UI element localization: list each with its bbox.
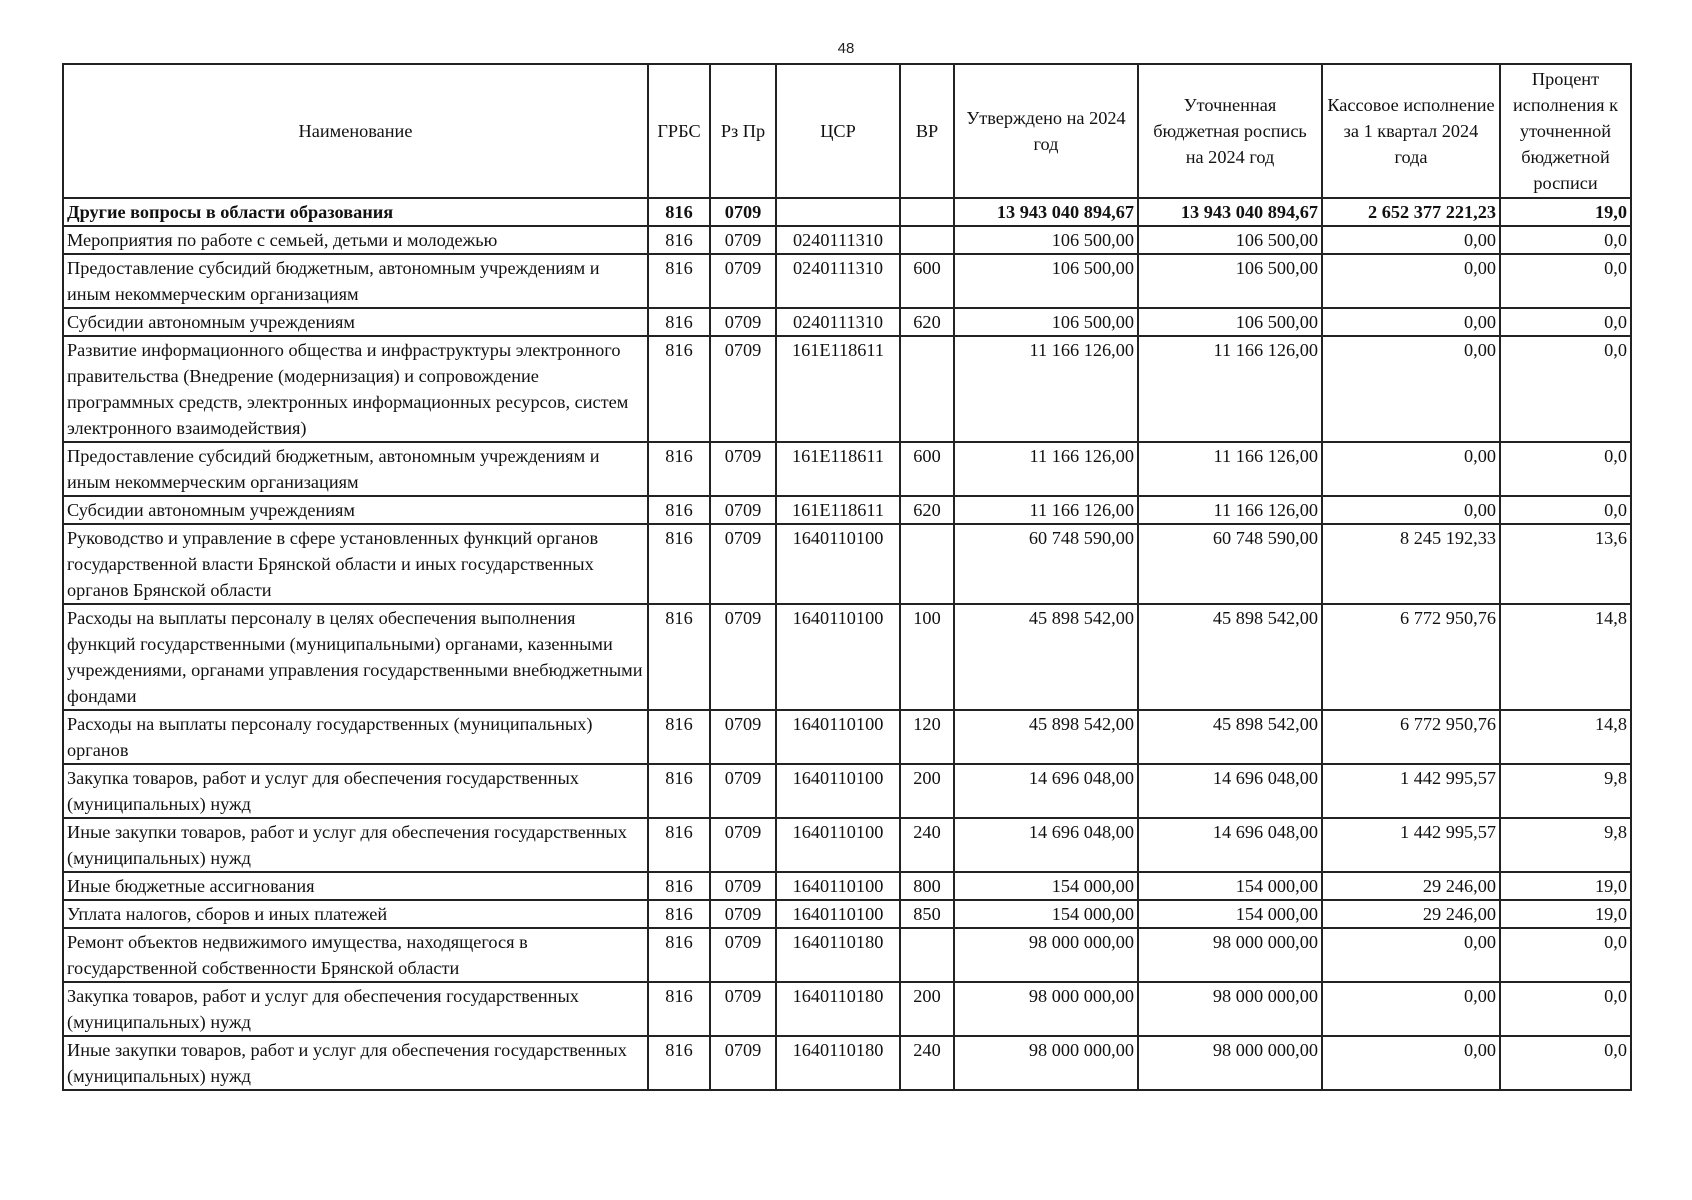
cell-vr	[900, 524, 954, 604]
cell-name: Расходы на выплаты персоналу в целях обеспечения выполнения функций государственными (муниципальными) органами, казенными учреждениями, органами управления государственными внебюджетными фондами	[63, 604, 648, 710]
header-revised: Уточненная бюджетная роспись на 2024 год	[1138, 64, 1322, 198]
table-row	[63, 254, 1631, 308]
cell-percent: 0,0	[1500, 254, 1631, 308]
cell-cash: 6 772 950,76	[1322, 710, 1500, 764]
cell-percent: 0,0	[1500, 442, 1631, 496]
cell-csr: 1640110100	[776, 764, 900, 818]
cell-grbs: 816	[648, 872, 710, 900]
cell-revised: 98 000 000,00	[1138, 1036, 1322, 1090]
cell-name: Закупка товаров, работ и услуг для обеспечения государственных (муниципальных) нужд	[63, 982, 648, 1036]
cell-revised: 106 500,00	[1138, 308, 1322, 336]
cell-rzpr: 0709	[710, 226, 776, 254]
table-row	[63, 604, 1631, 710]
cell-vr	[900, 336, 954, 442]
cell-cash: 29 246,00	[1322, 872, 1500, 900]
cell-vr	[900, 226, 954, 254]
cell-percent: 19,0	[1500, 900, 1631, 928]
cell-approved: 154 000,00	[954, 872, 1138, 900]
table-row	[63, 1036, 1631, 1090]
cell-approved: 106 500,00	[954, 254, 1138, 308]
cell-percent: 19,0	[1500, 872, 1631, 900]
cell-grbs: 816	[648, 604, 710, 710]
cell-name: Мероприятия по работе с семьей, детьми и молодежью	[63, 226, 648, 254]
cell-approved: 14 696 048,00	[954, 764, 1138, 818]
cell-csr: 0240111310	[776, 226, 900, 254]
cell-cash: 0,00	[1322, 226, 1500, 254]
cell-approved: 106 500,00	[954, 308, 1138, 336]
cell-revised: 154 000,00	[1138, 900, 1322, 928]
cell-approved: 60 748 590,00	[954, 524, 1138, 604]
header-grbs: ГРБС	[648, 64, 710, 198]
cell-vr: 600	[900, 254, 954, 308]
cell-percent: 0,0	[1500, 496, 1631, 524]
cell-rzpr: 0709	[710, 254, 776, 308]
cell-grbs: 816	[648, 982, 710, 1036]
budget-table	[62, 63, 1632, 1091]
cell-percent: 0,0	[1500, 336, 1631, 442]
cell-name: Ремонт объектов недвижимого имущества, находящегося в государственной собственности Брянской области	[63, 928, 648, 982]
cell-revised: 14 696 048,00	[1138, 764, 1322, 818]
cell-csr: 161E118611	[776, 496, 900, 524]
cell-rzpr: 0709	[710, 308, 776, 336]
cell-name: Закупка товаров, работ и услуг для обеспечения государственных (муниципальных) нужд	[63, 764, 648, 818]
table-row	[63, 872, 1631, 900]
cell-csr: 1640110100	[776, 524, 900, 604]
cell-name: Руководство и управление в сфере установленных функций органов государственной власти Брянской области и иных государственных органов Брянской области	[63, 524, 648, 604]
cell-approved: 45 898 542,00	[954, 710, 1138, 764]
cell-percent: 14,8	[1500, 710, 1631, 764]
table-row	[63, 900, 1631, 928]
cell-cash: 1 442 995,57	[1322, 818, 1500, 872]
cell-grbs: 816	[648, 308, 710, 336]
cell-name: Расходы на выплаты персоналу государственных (муниципальных) органов	[63, 710, 648, 764]
cell-csr: 161E118611	[776, 442, 900, 496]
cell-grbs: 816	[648, 928, 710, 982]
cell-approved: 106 500,00	[954, 226, 1138, 254]
cell-csr: 1640110100	[776, 604, 900, 710]
header-percent: Процент исполнения к уточненной бюджетной росписи	[1500, 64, 1631, 198]
cell-vr: 620	[900, 308, 954, 336]
cell-rzpr: 0709	[710, 710, 776, 764]
cell-vr: 200	[900, 982, 954, 1036]
cell-rzpr: 0709	[710, 524, 776, 604]
cell-rzpr: 0709	[710, 900, 776, 928]
table-row	[63, 818, 1631, 872]
cell-approved: 11 166 126,00	[954, 336, 1138, 442]
cell-grbs: 816	[648, 496, 710, 524]
cell-vr: 800	[900, 872, 954, 900]
table-row	[63, 710, 1631, 764]
cell-cash: 29 246,00	[1322, 900, 1500, 928]
cell-grbs: 816	[648, 226, 710, 254]
cell-rzpr: 0709	[710, 336, 776, 442]
cell-vr: 100	[900, 604, 954, 710]
cell-cash: 8 245 192,33	[1322, 524, 1500, 604]
cell-name: Уплата налогов, сборов и иных платежей	[63, 900, 648, 928]
cell-grbs: 816	[648, 818, 710, 872]
cell-vr: 620	[900, 496, 954, 524]
table-row	[63, 336, 1631, 442]
cell-name: Предоставление субсидий бюджетным, автономным учреждениям и иным некоммерческим организациям	[63, 254, 648, 308]
header-csr: ЦСР	[776, 64, 900, 198]
cell-name: Другие вопросы в области образования	[63, 198, 648, 226]
cell-revised: 98 000 000,00	[1138, 928, 1322, 982]
cell-rzpr: 0709	[710, 982, 776, 1036]
cell-vr: 850	[900, 900, 954, 928]
table-row	[63, 524, 1631, 604]
table-row	[63, 226, 1631, 254]
cell-grbs: 816	[648, 764, 710, 818]
cell-vr	[900, 198, 954, 226]
cell-revised: 60 748 590,00	[1138, 524, 1322, 604]
cell-percent: 0,0	[1500, 928, 1631, 982]
cell-approved: 11 166 126,00	[954, 442, 1138, 496]
cell-name: Субсидии автономным учреждениям	[63, 308, 648, 336]
cell-rzpr: 0709	[710, 818, 776, 872]
cell-grbs: 816	[648, 1036, 710, 1090]
table-row	[63, 442, 1631, 496]
cell-rzpr: 0709	[710, 496, 776, 524]
table-body	[63, 198, 1631, 1090]
cell-approved: 98 000 000,00	[954, 1036, 1138, 1090]
cell-approved: 154 000,00	[954, 900, 1138, 928]
cell-vr: 240	[900, 818, 954, 872]
table-row	[63, 496, 1631, 524]
cell-csr: 1640110180	[776, 982, 900, 1036]
cell-cash: 0,00	[1322, 928, 1500, 982]
cell-approved: 14 696 048,00	[954, 818, 1138, 872]
cell-revised: 98 000 000,00	[1138, 982, 1322, 1036]
cell-revised: 45 898 542,00	[1138, 710, 1322, 764]
cell-revised: 11 166 126,00	[1138, 442, 1322, 496]
header-rzpr: Рз Пр	[710, 64, 776, 198]
cell-revised: 11 166 126,00	[1138, 496, 1322, 524]
cell-percent: 0,0	[1500, 982, 1631, 1036]
cell-csr: 0240111310	[776, 254, 900, 308]
cell-approved: 45 898 542,00	[954, 604, 1138, 710]
cell-revised: 106 500,00	[1138, 226, 1322, 254]
table-row	[63, 928, 1631, 982]
header-cash: Кассовое исполнение за 1 квартал 2024 года	[1322, 64, 1500, 198]
cell-csr: 1640110180	[776, 928, 900, 982]
cell-csr: 1640110100	[776, 900, 900, 928]
cell-cash: 6 772 950,76	[1322, 604, 1500, 710]
cell-grbs: 816	[648, 336, 710, 442]
cell-percent: 0,0	[1500, 226, 1631, 254]
table-row	[63, 308, 1631, 336]
table-row	[63, 982, 1631, 1036]
cell-approved: 98 000 000,00	[954, 982, 1138, 1036]
cell-rzpr: 0709	[710, 604, 776, 710]
table-row	[63, 764, 1631, 818]
cell-percent: 9,8	[1500, 818, 1631, 872]
cell-grbs: 816	[648, 900, 710, 928]
cell-grbs: 816	[648, 254, 710, 308]
cell-vr: 240	[900, 1036, 954, 1090]
cell-percent: 9,8	[1500, 764, 1631, 818]
cell-name: Иные бюджетные ассигнования	[63, 872, 648, 900]
cell-rzpr: 0709	[710, 1036, 776, 1090]
cell-csr	[776, 198, 900, 226]
cell-revised: 154 000,00	[1138, 872, 1322, 900]
cell-csr: 0240111310	[776, 308, 900, 336]
cell-csr: 1640110100	[776, 872, 900, 900]
cell-cash: 0,00	[1322, 496, 1500, 524]
cell-percent: 0,0	[1500, 308, 1631, 336]
cell-percent: 0,0	[1500, 1036, 1631, 1090]
cell-revised: 106 500,00	[1138, 254, 1322, 308]
cell-name: Иные закупки товаров, работ и услуг для обеспечения государственных (муниципальных) нужд	[63, 818, 648, 872]
cell-cash: 0,00	[1322, 336, 1500, 442]
cell-rzpr: 0709	[710, 198, 776, 226]
cell-grbs: 816	[648, 442, 710, 496]
cell-rzpr: 0709	[710, 928, 776, 982]
cell-cash: 0,00	[1322, 982, 1500, 1036]
cell-grbs: 816	[648, 710, 710, 764]
table-header-row	[63, 64, 1631, 198]
cell-name: Иные закупки товаров, работ и услуг для обеспечения государственных (муниципальных) нужд	[63, 1036, 648, 1090]
cell-vr: 200	[900, 764, 954, 818]
cell-csr: 1640110100	[776, 710, 900, 764]
cell-csr: 161E118611	[776, 336, 900, 442]
cell-revised: 11 166 126,00	[1138, 336, 1322, 442]
cell-cash: 0,00	[1322, 308, 1500, 336]
cell-vr: 600	[900, 442, 954, 496]
cell-grbs: 816	[648, 198, 710, 226]
cell-percent: 19,0	[1500, 198, 1631, 226]
cell-vr: 120	[900, 710, 954, 764]
cell-approved: 11 166 126,00	[954, 496, 1138, 524]
header-name: Наименование	[63, 64, 648, 198]
cell-name: Развитие информационного общества и инфраструктуры электронного правительства (Внедрение (модернизация) и сопровождение программных средств, электронных информационных ресурсов, систем электронного взаимодействия)	[63, 336, 648, 442]
header-approved: Утверждено на 2024 год	[954, 64, 1138, 198]
cell-rzpr: 0709	[710, 872, 776, 900]
page-number: 48	[837, 40, 855, 57]
cell-revised: 14 696 048,00	[1138, 818, 1322, 872]
header-vr: ВР	[900, 64, 954, 198]
cell-approved: 98 000 000,00	[954, 928, 1138, 982]
cell-cash: 0,00	[1322, 442, 1500, 496]
cell-percent: 14,8	[1500, 604, 1631, 710]
cell-revised: 45 898 542,00	[1138, 604, 1322, 710]
cell-csr: 1640110100	[776, 818, 900, 872]
cell-name: Субсидии автономным учреждениям	[63, 496, 648, 524]
cell-grbs: 816	[648, 524, 710, 604]
cell-approved: 13 943 040 894,67	[954, 198, 1138, 226]
cell-rzpr: 0709	[710, 442, 776, 496]
cell-revised: 13 943 040 894,67	[1138, 198, 1322, 226]
cell-rzpr: 0709	[710, 764, 776, 818]
cell-name: Предоставление субсидий бюджетным, автономным учреждениям и иным некоммерческим организациям	[63, 442, 648, 496]
cell-csr: 1640110180	[776, 1036, 900, 1090]
cell-cash: 2 652 377 221,23	[1322, 198, 1500, 226]
cell-vr	[900, 928, 954, 982]
cell-cash: 0,00	[1322, 254, 1500, 308]
cell-cash: 1 442 995,57	[1322, 764, 1500, 818]
table-row	[63, 198, 1631, 226]
cell-percent: 13,6	[1500, 524, 1631, 604]
cell-cash: 0,00	[1322, 1036, 1500, 1090]
